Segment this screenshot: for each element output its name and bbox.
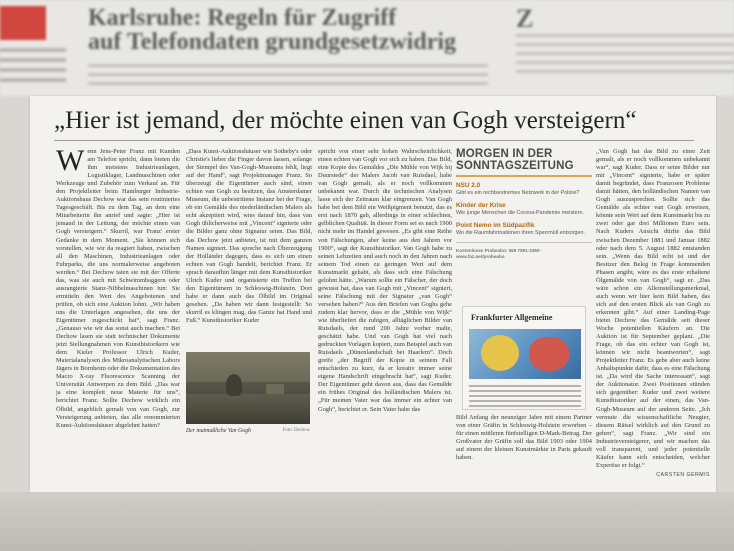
newspaper-page xyxy=(30,96,716,492)
teaser-item: Kinder der Krise Wie junge Menschen die Corona-Pandemie meistern. xyxy=(456,202,584,216)
probeabo-text: Kostenloses Probeabo: 069 7591-3359 · www.faz.net/probeabo xyxy=(456,248,543,259)
teaser-box-title: MORGEN IN DER SONNTAGSZEITUNG xyxy=(456,148,574,172)
article-column-4 xyxy=(456,414,592,484)
article-column-5 xyxy=(596,148,710,484)
table-surface xyxy=(0,492,734,551)
article-column-2 xyxy=(186,148,312,348)
teaser-item: Point Nemo im Südpazifik Wo die Raumfahrtnationen ihren Sperrmüll entsorgen. xyxy=(456,222,586,236)
article-column-1 xyxy=(56,148,180,484)
photo-credit: Foto: Dechow xyxy=(282,428,310,433)
red-masthead-block xyxy=(0,6,46,40)
column-3-text: spricht von einer sehr hohen Wahrscheinlichkeit, einen echten van Gogh vor sich zu haben. Das Bild, eine Kopie des Gemäldes „Die Mühle von Wijk bij Duurstede“ der Malers Jacob van Ruisdael, habe van Gogh gemalt, als er noch vollkommen unbekannt war. Durch die technischen Analysen lasse sich der Zeitraum klar eingrenzen. Van Gogh habe bei dem Bild ein Weißpigment benutzt, das es erst nach 1870 gab, allerdings in einer schlechten, gelblichen Qualität. In dieser Form sei es nach 1900 nicht mehr im Handel gewesen. „Es gibt eine Reihe von Fälschungen, aber keine aus den Jahren vor 1900“, sagt der Kunsthistoriker. Van Gogh habe zu seinen Lebzeiten und auch noch in den Jahren nach seinem Tod einen zu geringen Wert auf dem Kunstmarkt gehabt, als dass sich eine Fälschung gelohnt hätte. „Warum sollte ein Fälscher, der doch gewusst hat, dass van Gogh mit „Vincent“ signiert, seine Fälschung mit der Signatur „van Gogh“ versehen haben?“ Aus den Briefen van Goghs gehe zudem klar hervor, dass er die „Mühle von Wijk“ wie überliefert die ruhigen, alltäglichen Bilder van Ruisdaels, der rund 200 Jahre vorher malte, geschätzt habe. Und van Gogh hat viel nach gedruckten Vorlagen kopiert, zum Beispiel auch van Ruisdaels „Dünenlandschaft bei Haarlem“. Doch greife „der Begriff der Kopie in seinem Fall entschieden zu kurz, da er kreativ immer seine eigene Handschrift eingebracht hat“, sagt Kuder. Der Eigentümer geht davon aus, dass das Gemälde ein frühes Original des holländischen Malers ist. „Für meinen Vater war das immer ein echter van Gogh“, berichtet er. Sein Vater habe das xyxy=(318,148,452,413)
headline-rule xyxy=(54,140,694,141)
background-headline: Karlsruhe: Regeln für Zugriff auf Telefondaten grundgesetzwidrig xyxy=(88,5,457,55)
background-subtext xyxy=(88,64,488,91)
column-1-text: enn Jens-Peter Franz mit Kunden am Telefon spricht, dann bieten die ihm meistens Industrieanlagen, Logistiklager, Landmaschinen oder Werkzeuge und Zubehör zum Verkauf an. Für den Projektleiter beim Hamburger Industrie-Auktionshaus Dechow war das sein routiniertes Tagesgeschäft. Bis zu dem Tag, an dem eine Mitarbeiterin ihn anrief und sagte: „Hier ist jemand in der Leitung, der möchte einen van Gogh versteigern.“ Skurril, war Franz' erster Gedanke in dem Moment. „Sie können sich vorstellen, wie wir da reagiert haben, zwischen all den Maschinen, Industrieanlagen oder Fuhrparks, die uns normalerweise angeboten werden.“ Bei Dechow taten sie mit der Offerte das, was sie auch mit Schwimmbaggern oder ausrangierte Stanz-Nibbelmaschinen tun: Sie ermitteln den Wert des Angebotenen und prüfen, ob sich eine Auktion lohnt. „Wir haben uns die Unterlagen angesehen, die uns der Eigentümer zugeschickt hat“, sagt Franz. „Genauso wie wir das sonst auch machen.“ Bei Dechow lasen sie statt technischer Dokumente jetzt Stellungnahmen von Kunsthistorikern wie dem Kieler Professor Ulrich Kuder, Materialanalysen des Mikroanalytischen Labors Jägers in Bornheim oder die Dokumentation des Macro X-ray Fluorescence Scanning der Universität Antwerpen zu dem Bild. „Das war ja eine komplett neue Materie für uns“, berichtet Franz. Sollte Dechow wirklich ein Ölbild, angeblich gemalt von van Gogh, zur Versteigerung anbieten, das alle renommierten Kunst-Auktionshäuser abgelehnt hatten? xyxy=(56,148,180,429)
background-text-lines xyxy=(0,48,66,88)
teaser-separator xyxy=(456,242,592,243)
teaser-item: NSU 2.0 Gibt es ein rechtsextremes Netzwerk in der Polizei? xyxy=(456,182,580,196)
column-2-text: „Dass Kunst-Auktionshäuser wie Sotheby's oder Christie's lieber die Finger davon lassen, solange der Stempel des Van-Gogh-Museums fehlt, liegt auf der Hand“, sagt Projektmanager Franz. So überzeugt die Eigentümer auch sind, einen echten van Gogh zu besitzen, das Amsterdamer Museum, die unbestrittene Instanz bei der Frage, ob ein Gemälde des niederländischen Malers als echt akzeptiert wird, wies darauf hin, dass van Gogh üblicherweise mit „Vincent“ signierte oder die Bilder ganz ohne Signatur seien. Das Bild, das Dechow jetzt anbietet, ist mit dem ganzen Namen signiert. Das spreche nach Überzeugung der Holländer dagegen, dass es sich um einen echten van Gogh handelt, berichtet Franz. Er sprach daraufhin länger mit dem Kunsthistoriker Ulrich Kuder und organisierte ein Treffen bei den Eigentümern in Schleswig-Holstein. Dort habe er dann auch das Ölbild im Original gesehen. „Da haben wir dann festgestellt: So skurril es klingen mag, das Ganze hat Hand und Fuß.“ Kunsthistoriker Kuder xyxy=(186,148,312,324)
column-5-text: „Van Gogh hat das Bild zu einer Zeit gemalt, als er noch vollkommen unbekannt war“, sagt Kuder. Dass er seine Bilder nur mit „Vincent“ signierte, habe er später damit begründet, dass Franzosen Probleme damit hätten, den holländischen Namen van Gogh auszusprechen. Sollte sich das Gemälde als echter van Gogh erweisen, könnte sein Wert auf dem Kunstmarkt bis zu zwei oder gar drei Millionen Euro sein. Nach Kuders Ansicht dürfte das Bild zwischen Dezember 1881 und Januar 1882 oder nach dem 5. August 1882 entstanden sein. „Wenn das Bild echt ist und der Besitzer den Beleg in Frage kommenden Phasen angibt, wäre es das erste erhaltene Ölgemälde von van Gogh“, sagt er. „Das wäre schon ein Alleinstellungsmerkmal, auch wenn wir hier kein Bild haben, das sich auf den ersten Blick als van Gogh zu erkennen gibt.“ Auf einer Landing-Page bietet Dechow das Gemälde seit dieser Woche potentiellen Käufern an. Die Auktion ist für September geplant. „Die Frage, ob das ein echter van Gogh ist, können wir nicht beantworten“, sagt Projektleiter Franz. Es gebe aber auch keine Anhaltspunkte dafür, dass es eine Fälschung ist. „Da wird die Sache interessant“, sagt der Auktionator. Zwei Positionen stünden sich gegenüber: Kuder und zwei weitere Kunsthistoriker auf der einen, das Van-Gogh-Museum auf der anderen Seite. „Ich vermute die wissenschaftliche Neugier, diesem Rätsel wirklich auf den Grund zu gehen“, sagt Franz. „Wir sind ein Industrieversteigerer, und wir machen das voll transparent, und jeder potentielle Käufer kann sich entscheiden, welcher Expertise er folgt.“ xyxy=(596,148,710,469)
article-headline: „Hier ist jemand, der möchte einen van Gogh versteigern“ xyxy=(54,107,637,134)
newspaper-cover-image xyxy=(462,306,586,410)
author-name: CARSTEN GERMIS xyxy=(656,471,710,478)
drop-cap: W xyxy=(56,148,85,177)
background-newspaper-page xyxy=(0,0,734,96)
van-gogh-painting-photo xyxy=(186,352,310,424)
background-right-column: Z xyxy=(516,4,734,79)
sonntagszeitung-teaser-box xyxy=(456,148,592,418)
photo-caption: Der mutmaßliche Van Gogh Foto: Dechow xyxy=(186,428,310,434)
teaser-box-rule xyxy=(456,175,592,177)
article-column-3 xyxy=(318,148,452,484)
newspaper-masthead: Frankfurter Allgemeine xyxy=(471,313,553,322)
column-4-text: Bild Anfang der neunziger Jahre mit einem Partner von einer Gräfin in Schleswig-Holstein erworben – für einen mittleren fünfstelligen D-Mark-Betrag. Der Großvater der Gräfin soll das Bild 1903 oder 1904 auf einem der kleinen Kunstmärkte in Paris gekauft haben. xyxy=(456,414,592,462)
